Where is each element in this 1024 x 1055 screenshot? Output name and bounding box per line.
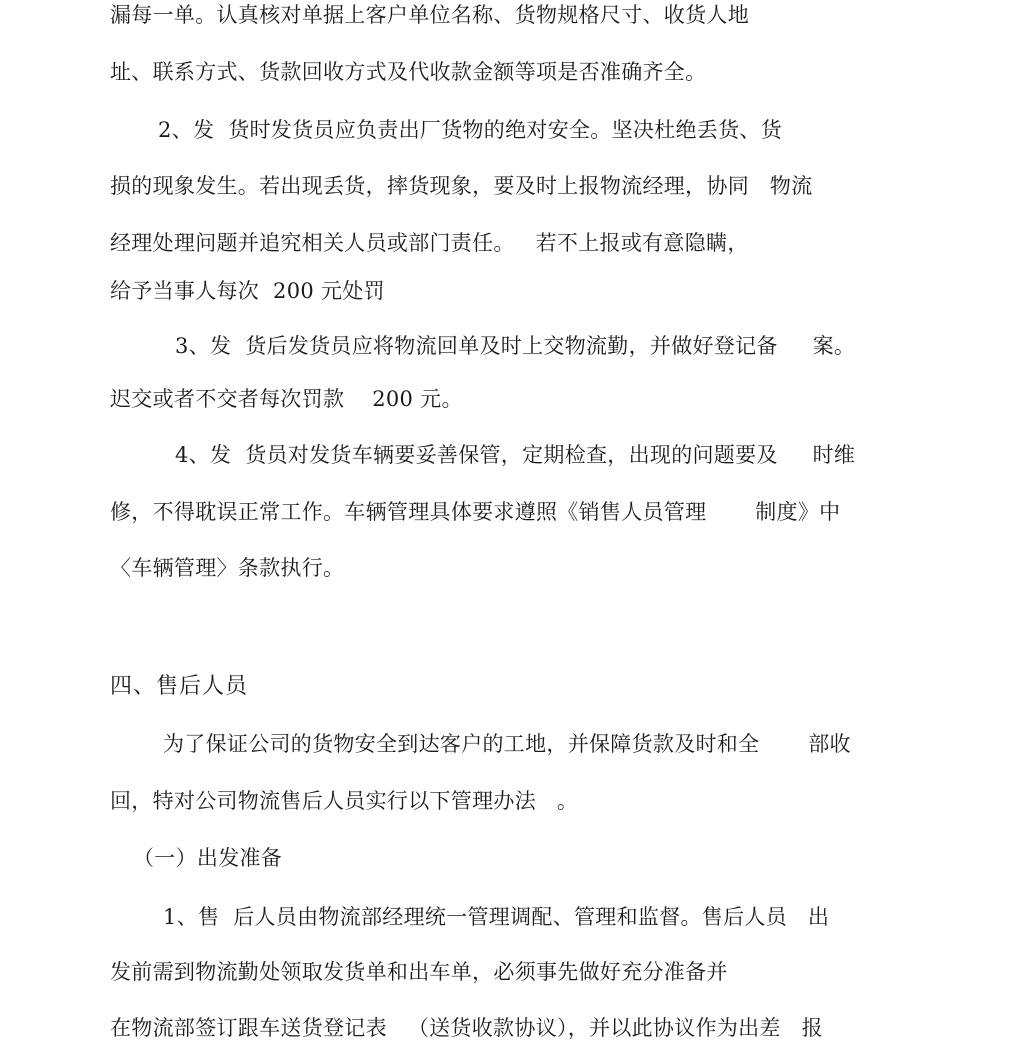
- paragraph-line: 损的现象发生。若出现丢货，摔货现象，要及时上报物流经理，协同 物流: [110, 174, 813, 198]
- paragraph-line: 3、发 货后发货员应将物流回单及时上交物流勤，并做好登记备 案。: [175, 334, 856, 358]
- paragraph-line: 址、联系方式、货款回收方式及代收款金额等项是否准确齐全。: [110, 60, 707, 84]
- paragraph-line: 经理处理问题并追究相关人员或部门责任。 若不上报或有意隐瞒，: [110, 231, 749, 255]
- paragraph-line: 在物流部签订跟车送货登记表 （送货收款协议），并以此协议作为出差 报: [110, 1016, 823, 1040]
- paragraph-line: 2、发 货时发货员应负责出厂货物的绝对安全。坚决杜绝丢货、货: [158, 118, 783, 142]
- section-heading: 四、售后人员: [110, 674, 249, 699]
- paragraph-line: 〈车辆管理〉条款执行。: [110, 556, 345, 580]
- paragraph-line: 1、售 后人员由物流部经理统一管理调配、管理和监督。售后人员 出: [163, 905, 830, 929]
- paragraph-line: 回，特对公司物流售后人员实行以下管理办法 。: [110, 789, 579, 813]
- paragraph-line: 4、发 货员对发货车辆要妥善保管，定期检查，出现的问题要及 时维: [175, 443, 856, 467]
- paragraph-line: 给予当事人每次 200 元处罚: [110, 279, 385, 303]
- paragraph-line: 迟交或者不交者每次罚款 200 元。: [110, 387, 463, 411]
- subsection-heading: （一）出发准备: [133, 846, 283, 870]
- paragraph-line: 漏每一单。认真核对单据上客户单位名称、货物规格尺寸、收货人地: [110, 3, 749, 27]
- paragraph-line: 修，不得耽误正常工作。车辆管理具体要求遵照《销售人员管理 制度》中: [110, 500, 841, 524]
- paragraph-line: 发前需到物流勤处领取发货单和出车单，必须事先做好充分准备并: [110, 960, 728, 984]
- paragraph-line: 为了保证公司的货物安全到达客户的工地，并保障货款及时和全 部收: [163, 732, 851, 756]
